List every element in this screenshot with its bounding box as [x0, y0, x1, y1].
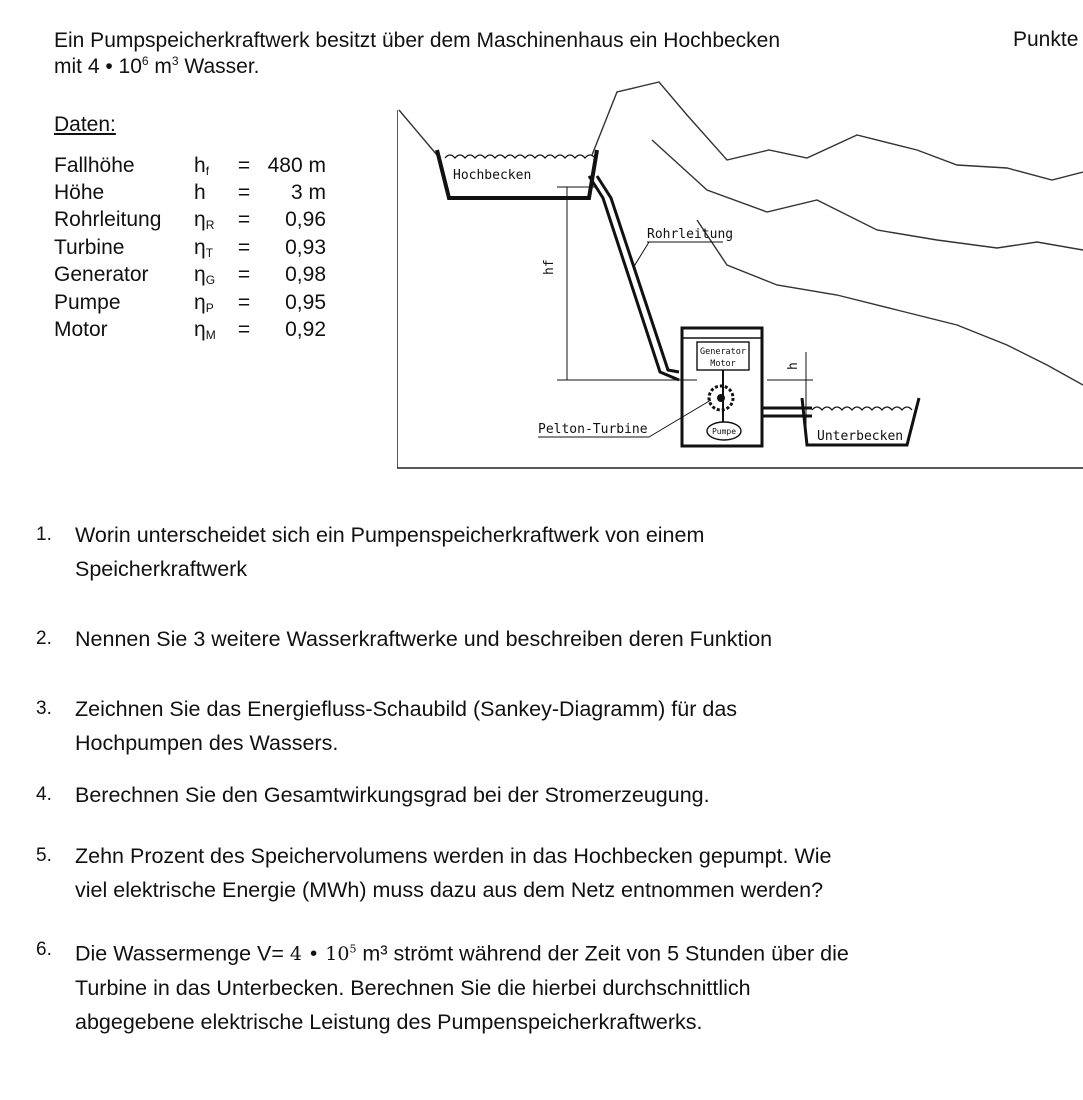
data-row-value: 0,92 — [285, 318, 326, 342]
question-text: Zeichnen Sie das Energiefluss-Schaubild (Sankey-Diagramm) für das — [75, 697, 738, 721]
data-row-value: 0,93 — [285, 235, 326, 259]
question-item — [36, 518, 1036, 586]
question-text: abgegebene elektrische Leistung des Pumpenspeicherkraftwerks. — [75, 1010, 703, 1035]
data-row-symbol: $\eta_G$ — [194, 263, 216, 288]
pelton-hub — [717, 394, 725, 402]
question-item — [36, 933, 1036, 1039]
intro-exponent: 6 — [141, 54, 149, 68]
intro-text — [54, 28, 1083, 80]
label-rohrleitung: Rohrleitung — [647, 227, 734, 242]
question-text — [75, 933, 1036, 971]
data-row-equals: = — [237, 208, 251, 232]
data-title: Daten: — [54, 113, 116, 136]
question-number: 3. — [36, 698, 52, 719]
question-number: 4. — [36, 784, 52, 805]
label-generator: Generator — [699, 347, 747, 357]
data-row-name: Generator — [54, 263, 149, 287]
lower-water — [812, 407, 912, 410]
data-row-symbol: $h_f$ — [194, 153, 210, 178]
data-table — [54, 152, 326, 344]
upper-water — [445, 155, 595, 158]
data-row-value: 3 m — [290, 181, 326, 205]
question-text: Nennen Sie 3 weitere Wasserkraftwerke und beschreiben deren Funktion — [75, 627, 773, 651]
question-list — [36, 518, 1036, 1039]
data-row-name: Pumpe — [54, 290, 121, 314]
label-motor: Motor — [710, 359, 736, 369]
question-text: Worin unterscheidet sich ein Pumpenspeicherkraftwerk von einem — [75, 523, 705, 547]
power-plant-diagram — [397, 80, 1083, 477]
data-row-name: Motor — [54, 318, 108, 342]
data-row-value: 0,96 — [285, 208, 326, 232]
question-text-part: Die Wassermenge V= — [75, 941, 290, 966]
question-text: Hochpumpen des Wassers. — [75, 731, 339, 755]
data-row-name: Fallhöhe — [54, 153, 135, 177]
data-row — [54, 179, 326, 206]
label-unterbecken: Unterbecken — [817, 429, 904, 444]
question-text: Berechnen Sie den Gesamtwirkungsgrad bei der Stromerzeugung. — [75, 783, 710, 807]
question-text: Zehn Prozent des Speichervolumens werden in das Hochbecken gepumpt. Wie — [75, 844, 832, 868]
data-row-name: Turbine — [54, 235, 125, 259]
question-text: Turbine in das Unterbecken. Berechnen Sie die hierbei durchschnittlich — [75, 976, 751, 1001]
data-row — [54, 152, 326, 179]
data-row-name: Höhe — [54, 181, 105, 205]
volume-formula: 4 • $10^5$ — [289, 943, 357, 966]
question-number: 6. — [36, 939, 52, 960]
data-row-symbol: $\eta_P$ — [194, 290, 214, 315]
question-item — [36, 778, 1036, 812]
intro-line-1: Ein Pumpspeicherkraftwerk besitzt über dem Maschinenhaus ein Hochbecken — [54, 29, 781, 52]
intro-end: Wasser. — [178, 55, 260, 78]
intro-line-2 — [54, 54, 1083, 80]
penstock — [589, 176, 679, 380]
data-row-equals: = — [237, 263, 251, 287]
data-row — [54, 289, 326, 316]
question-item — [36, 692, 1036, 760]
intro-unit: m — [148, 55, 172, 78]
question-text: Speicherkraftwerk — [75, 557, 248, 581]
label-h: h — [786, 362, 801, 370]
data-row — [54, 316, 326, 343]
data-row-equals: = — [237, 235, 251, 259]
data-row-symbol: $\eta_T$ — [194, 235, 214, 260]
data-row-equals: = — [237, 181, 251, 205]
rohrleitung-leader — [633, 242, 649, 268]
data-row-value: 0,95 — [285, 290, 326, 314]
data-row — [54, 207, 326, 234]
intro-unit-exponent: 3 — [171, 54, 179, 68]
question-text-part: m³ strömt während der Zeit von 5 Stunden über die — [356, 941, 849, 966]
data-row-symbol: $\eta_R$ — [194, 208, 215, 233]
points-label: Punkte — [1013, 28, 1079, 51]
pelton-leader — [649, 400, 711, 437]
question-number: 1. — [36, 524, 52, 545]
data-row-value: 0,98 — [285, 263, 326, 287]
label-hochbecken: Hochbecken — [453, 168, 532, 183]
intro-value: mit 4 • 10 — [54, 55, 142, 78]
data-row-equals: = — [237, 290, 251, 314]
label-pumpe-small: Pumpe — [711, 427, 737, 436]
data-row-symbol: $\eta_M$ — [194, 318, 216, 343]
diagram-frame — [397, 110, 1083, 468]
label-pelton: Pelton-Turbine — [538, 422, 648, 437]
mountain-outline — [399, 82, 1083, 385]
question-item — [36, 622, 1036, 656]
data-row-symbol: h — [194, 181, 206, 205]
data-row-equals: = — [237, 318, 251, 342]
question-item — [36, 839, 1036, 907]
data-row — [54, 262, 326, 289]
question-number: 5. — [36, 845, 52, 866]
data-row — [54, 234, 326, 261]
data-row-value: 480 m — [267, 153, 326, 177]
question-number: 2. — [36, 628, 52, 649]
question-text: viel elektrische Energie (MWh) muss dazu aus dem Netz entnommen werden? — [75, 878, 824, 902]
data-row-name: Rohrleitung — [54, 208, 162, 232]
label-hf: hf — [542, 259, 557, 275]
data-row-equals: = — [237, 153, 251, 177]
